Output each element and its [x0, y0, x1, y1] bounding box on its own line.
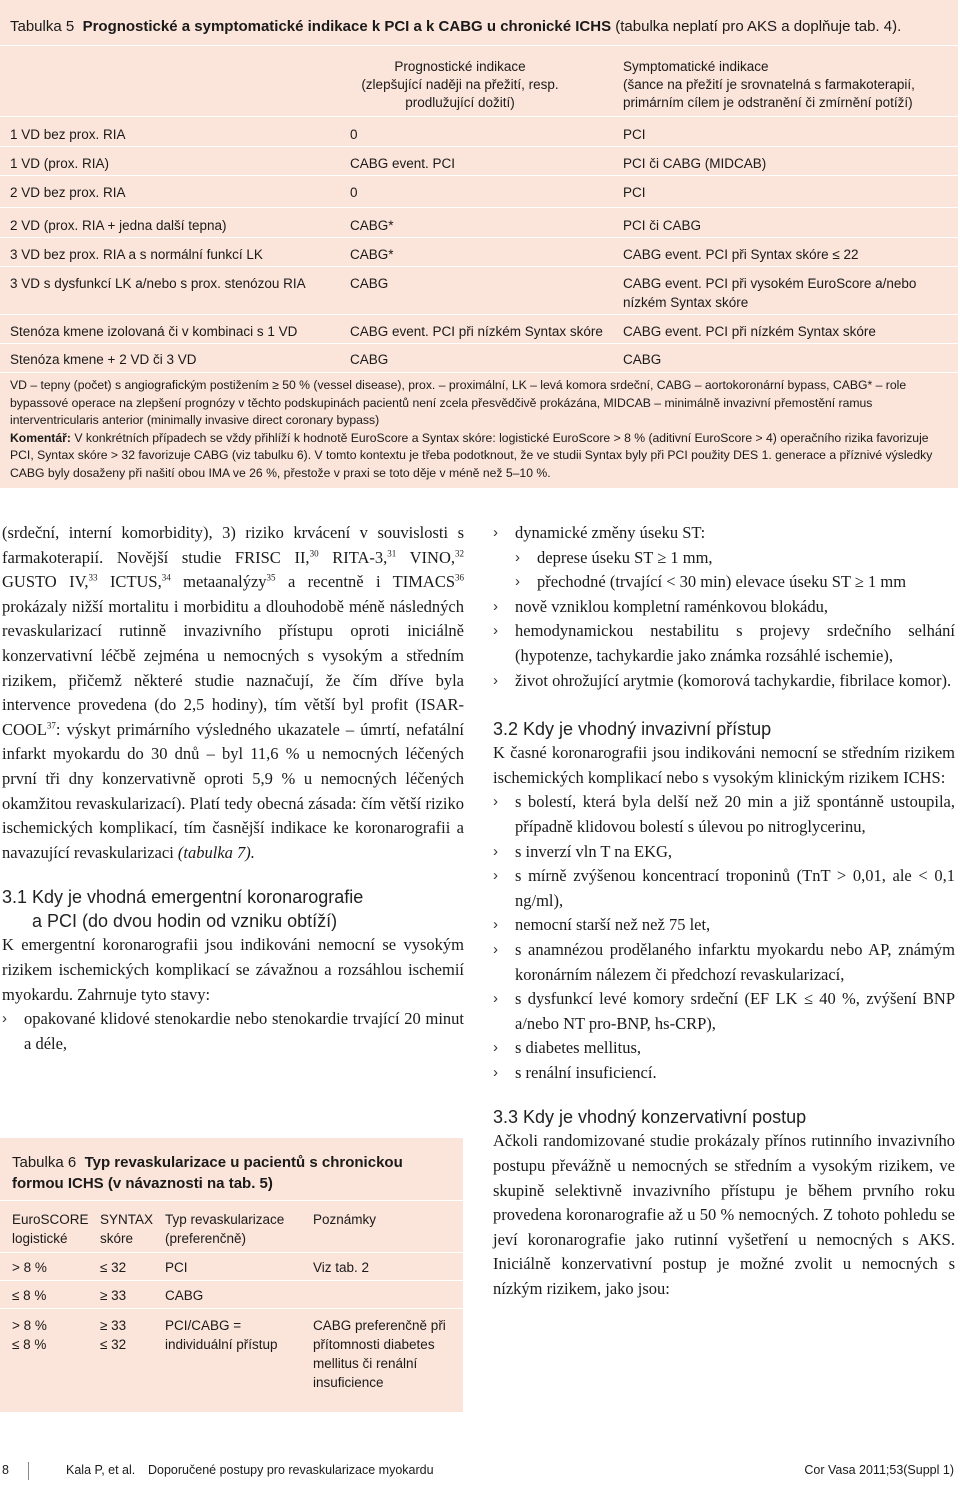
list-item-text: nově vzniklou kompletní raménkovou blokádu,	[515, 596, 828, 616]
table6-title: Typ revaskularizace u pacientů s chronickou formou ICHS (v návaznosti na tab. 5)	[12, 1154, 403, 1192]
row-prognostic: CABG	[350, 352, 389, 367]
list-item-text: s bolestí, která byla delší než 20 min a již spontánně ustoupila, případně klidovou bolestí s úlevou po nitroglycerinu,	[515, 792, 955, 836]
table5-notes	[10, 377, 948, 483]
list-item-text: s dysfunkcí levé komory srdeční (EF LK ≤ 40 %, zvýšení BNP a/nebo NT pro-BNP, hs-CRP),	[515, 989, 955, 1033]
footer-title: Doporučené postupy pro revaskularizace myokardu	[148, 1463, 434, 1477]
list-item	[493, 938, 955, 987]
list-item	[493, 669, 955, 694]
table6-divider	[0, 1252, 463, 1253]
header-prog-line: (zlepšující naději na přežití, resp.	[361, 77, 559, 92]
table6-caption	[12, 1152, 442, 1194]
table6-cell: CABG	[165, 1288, 204, 1303]
table6-cell: Viz tab. 2	[313, 1260, 370, 1275]
footer-divider	[28, 1462, 29, 1480]
row-symptomatic: CABG event. PCI při vysokém EuroScore a/nebo nízkém Syntax skóre	[623, 276, 917, 310]
table6-cell: > 8 % ≤ 8 %	[12, 1318, 47, 1352]
citation-ref: 37	[46, 720, 56, 731]
citation-ref: 30	[309, 548, 319, 559]
header-prog-line: Prognostické indikace	[394, 59, 526, 74]
table6-divider	[0, 1308, 463, 1309]
table5-divider	[0, 372, 958, 373]
table5-note: (tabulka neplatí pro AKS a doplňuje tab. 4).	[615, 18, 902, 35]
footer-authors: Kala P, et al.	[66, 1463, 136, 1477]
table6-divider	[0, 1200, 463, 1201]
chevron-right-icon: ›	[515, 548, 520, 566]
row-label: 1 VD bez prox. RIA	[10, 127, 126, 142]
table6-cell: > 8 %	[12, 1260, 47, 1275]
table6-cell: PCI/CABG = individuální přístup	[165, 1318, 278, 1352]
row-label: 3 VD bez prox. RIA a s normální funkcí LK	[10, 247, 263, 262]
table5-header-symptomatic	[623, 58, 953, 112]
chevron-right-icon: ›	[2, 1010, 7, 1028]
list-item	[493, 1061, 955, 1086]
text-run: (srdeční, interní komorbidity), 3) riziko krvácení v souvislosti s farmakoterapií. Novější studie FRISC II,	[2, 523, 464, 567]
table6-header: Poznámky	[313, 1212, 377, 1227]
table6-label: Tabulka 6	[12, 1154, 77, 1171]
text-run: GUSTO IV,	[2, 572, 89, 592]
heading-line: a PCI (do dvou hodin od vzniku obtíží)	[32, 911, 338, 932]
row-label: 2 VD (prox. RIA + jedna další tepna)	[10, 218, 227, 233]
text-run: metaanalýzy	[170, 572, 267, 592]
table5-divider	[0, 237, 958, 238]
comment-label: Komentář:	[10, 430, 71, 445]
row-label: 3 VD s dysfunkcí LK a/nebo s prox. stenózou RIA	[10, 276, 306, 291]
chevron-right-icon: ›	[493, 867, 498, 885]
table5-divider	[0, 175, 958, 176]
table5-divider	[0, 116, 958, 117]
citation-ref: 34	[161, 572, 171, 583]
row-label: Stenóza kmene + 2 VD či 3 VD	[10, 352, 197, 367]
row-label: Stenóza kmene izolovaná či v kombinaci s 1 VD	[10, 324, 298, 339]
page-number: 8	[2, 1463, 9, 1477]
table6-header: Typ revaskularizace (preferenčně)	[165, 1212, 285, 1246]
row-symptomatic: PCI či CABG (MIDCAB)	[623, 156, 767, 171]
chevron-right-icon: ›	[493, 622, 498, 640]
heading-line: 3.1 Kdy je vhodná emergentní koronarografie	[2, 887, 364, 908]
list-item-text: život ohrožující arytmie (komorová tachykardie, fibrilace komor).	[515, 670, 952, 690]
text-run: a recentně i TIMACS	[275, 572, 455, 592]
row-prognostic: CABG	[350, 276, 389, 291]
table6-cell: ≥ 33 ≤ 32	[100, 1318, 127, 1352]
table6-cell: CABG preferenčně při přítomnosti diabetes mellitus či renální insuficience	[313, 1318, 446, 1390]
list-item-text: hemodynamickou nestabilitu s projevy srdečního selhání (hypotenze, tachykardie jako známka rozsáhlé ischemie),	[515, 621, 955, 665]
table5-divider	[0, 207, 958, 208]
chevron-right-icon: ›	[493, 671, 498, 689]
table5-label: Tabulka 5	[10, 18, 75, 35]
list-item	[493, 521, 955, 546]
list-item	[493, 790, 955, 839]
row-prognostic: 0	[350, 127, 358, 142]
list-item-text: dynamické změny úseku ST:	[515, 523, 706, 542]
table6-cell: PCI	[165, 1260, 188, 1275]
table5-divider	[0, 343, 958, 344]
comment-text: V konkrétních případech se vždy přihlíží k hodnotě EuroScore a Syntax skóre: logistické EuroScore > 8 % (aditivní EuroScore > 4) operačního rizika favorizuje PCI, Syntax skóre > 32 favorizuje CABG (viz tabulku 6). V tomto kontextu je třeba podotknout, že ve studii Syntax byly při PCI použity DES 1. generace a příznivé výsledky CABG byly dosaženy při našití obou IMA ve 26 %, přestože v praxi se toto děje v méně než 5–10 %.	[10, 430, 933, 480]
row-prognostic: 0	[350, 185, 358, 200]
chevron-right-icon: ›	[493, 1063, 498, 1081]
list-item-text: s mírně zvýšenou koncentrací troponinů (TnT > 0,01, ale < 0,1 ng/ml),	[515, 866, 955, 910]
table6-cell: ≤ 8 %	[12, 1288, 47, 1303]
table6-box	[0, 1138, 463, 1412]
list-item	[493, 913, 955, 938]
table6-cell: ≥ 33	[100, 1288, 127, 1303]
chevron-right-icon: ›	[493, 1039, 498, 1057]
table6-cell: ≤ 32	[100, 1260, 127, 1275]
section-3-3-heading: 3.3 Kdy je vhodný konzervativní postup	[493, 1107, 807, 1128]
list-item	[2, 1007, 464, 1056]
text-run: : výskyt primárního výsledného ukazatele – úmrtí, nefatální infarkt myokardu do 30 dnů – byl 11,6 % u nemocných léčených první tři dny konzervativně oproti 5,9 % u nemocných léčených okamžitou revaskularizací). Platí tedy obecná zásada: čím větší riziko ischemických komplikací, tím časnější indikace ke koronarografii a navazující revaskularizaci	[2, 719, 464, 862]
table6-header: EuroSCORE logistické	[12, 1212, 89, 1246]
paragraph-emergent: K emergentní koronarografii jsou indikováni nemocní se vysokým rizikem ischemických komplikací se závažnou a rozsáhlou ischemií myokardu. Zahrnuje tyto stavy:	[2, 935, 464, 1004]
list-item	[493, 840, 955, 865]
list-item	[493, 619, 955, 668]
chevron-right-icon: ›	[493, 842, 498, 860]
table5-box	[0, 0, 958, 488]
table5-caption	[10, 18, 901, 35]
text-run: RITA-3,	[318, 547, 388, 567]
list-item-text: opakované klidové stenokardie nebo stenokardie trvající 20 minut a déle,	[24, 1009, 464, 1053]
header-symp-line: (šance na přežití je srovnatelná s farmakoterapií,	[623, 77, 915, 92]
chevron-right-icon: ›	[493, 597, 498, 615]
text-run: prokázaly nižší mortalitu i morbiditu a dlouhodobě méně následných revaskularizací rutinně invazivního přístupu oproti iniciálně konzervativní léčbě zejména u nemocných s vysokým a středním rizikem, přičemž některé studie naznačují, že čím dříve byla intervence provedena (do 2,5 hodiny), tím větší byl profit (ISAR-COOL	[2, 596, 464, 739]
table-reference: (tabulka 7).	[177, 842, 255, 862]
list-item	[493, 987, 955, 1036]
list-item	[493, 595, 955, 620]
row-symptomatic: PCI	[623, 127, 646, 142]
list-item-text: nemocní starší než než 75 let,	[515, 915, 711, 935]
citation-ref: 36	[455, 572, 464, 583]
chevron-right-icon: ›	[493, 793, 498, 811]
list-item-text: s anamnézou prodělaného infarktu myokardu nebo AP, známým koronárním nálezem či předchozí revaskularizací,	[515, 939, 955, 984]
right-column	[493, 521, 955, 1302]
left-column	[2, 521, 464, 1056]
citation-ref: 35	[266, 572, 276, 583]
table5-divider	[0, 146, 958, 147]
chevron-right-icon: ›	[493, 940, 498, 958]
header-symp-line: primárním cílem je odstranění či zmírnění potíží)	[623, 95, 913, 110]
table5-divider	[0, 266, 958, 267]
row-symptomatic: PCI	[623, 185, 646, 200]
row-label: 2 VD bez prox. RIA	[10, 185, 126, 200]
table5-title: Prognostické a symptomatické indikace k PCI a k CABG u chronické ICHS	[82, 18, 612, 35]
list-item	[493, 546, 955, 571]
section-3-2-heading: 3.2 Kdy je vhodný invazivní přístup	[493, 719, 772, 740]
row-symptomatic: PCI či CABG	[623, 218, 702, 233]
chevron-right-icon: ›	[493, 916, 498, 934]
text-run: ICTUS,	[97, 572, 162, 592]
header-prog-line: prodlužující dožití)	[405, 95, 515, 110]
chevron-right-icon: ›	[515, 573, 520, 591]
citation-ref: 32	[455, 548, 464, 559]
list-item-text: deprese úseku ST ≥ 1 mm,	[537, 547, 713, 567]
row-symptomatic: CABG event. PCI při nízkém Syntax skóre	[623, 324, 876, 339]
text-run: VINO,	[396, 547, 455, 567]
row-prognostic: CABG*	[350, 218, 394, 233]
table5-divider	[0, 45, 958, 46]
chevron-right-icon: ›	[493, 990, 498, 1008]
table5-abbreviations: VD – tepny (počet) s angiografickým postižením ≥ 50 % (vessel disease), prox. – proximální, LK – levá komora srdeční, CABG – aortokoronární bypass, CABG* – role bypassové operace na zlepšení prognózy v těchto podskupinách pacientů není zcela přesvědčivě prokázána, MIDCAB – minimálně invazivní přemostění ramus interventricularis anterior (minimally invasive direct coronary bypass)	[10, 378, 907, 428]
paragraph-invasive: K časné koronarografii jsou indikováni nemocní se středním rizikem ischemických komplikací nebo s vysokým klinickým rizikem ICHS:	[493, 743, 955, 787]
footer-journal: Cor Vasa 2011;53(Suppl 1)	[804, 1463, 954, 1477]
row-symptomatic: CABG	[623, 352, 662, 367]
paragraph-conservative: Ačkoli randomizované studie prokázaly přínos rutinního invazivního postupu převážně u nemocných se středním a vysokým rizikem, ve skupině selektivně invazivního přístupu je během prvního roku provedena koronarografie až u 50 % nemocných. Z tohoto pohledu se jeví koronarografie jako rutinní vyšetření u nemocných s AKS. Iniciálně konzervativní postup je možné zvolit u nemocných s nízkým rizikem, jako jsou:	[493, 1131, 955, 1299]
citation-ref: 31	[387, 548, 397, 559]
section-3-1-heading	[2, 885, 464, 933]
invasive-criteria-list	[493, 790, 955, 1085]
row-prognostic: CABG event. PCI při nízkém Syntax skóre	[350, 324, 603, 339]
row-prognostic: CABG event. PCI	[350, 156, 456, 171]
table5-comment	[10, 430, 948, 483]
header-symp-line: Symptomatické indikace	[623, 59, 769, 74]
list-item-text: s diabetes mellitus,	[515, 1038, 642, 1058]
list-item	[493, 1036, 955, 1061]
list-item	[493, 570, 955, 595]
list-item-text: přechodné (trvající < 30 min) elevace úseku ST ≥ 1 mm	[537, 572, 907, 592]
row-label: 1 VD (prox. RIA)	[10, 156, 110, 171]
list-item-text: s renální insuficiencí.	[515, 1062, 657, 1082]
chevron-right-icon: ›	[493, 524, 498, 541]
table5-header-prognostic	[350, 58, 570, 112]
paragraph-intro	[2, 521, 464, 865]
list-item	[493, 864, 955, 913]
citation-ref: 33	[88, 572, 98, 583]
table6-divider	[0, 1280, 463, 1281]
row-symptomatic: CABG event. PCI při Syntax skóre ≤ 22	[623, 247, 859, 262]
table6-header: SYNTAX skóre	[100, 1212, 154, 1246]
list-item-text: s inverzí vln T na EKG,	[515, 841, 673, 861]
table5-divider	[0, 314, 958, 315]
row-prognostic: CABG*	[350, 247, 394, 262]
